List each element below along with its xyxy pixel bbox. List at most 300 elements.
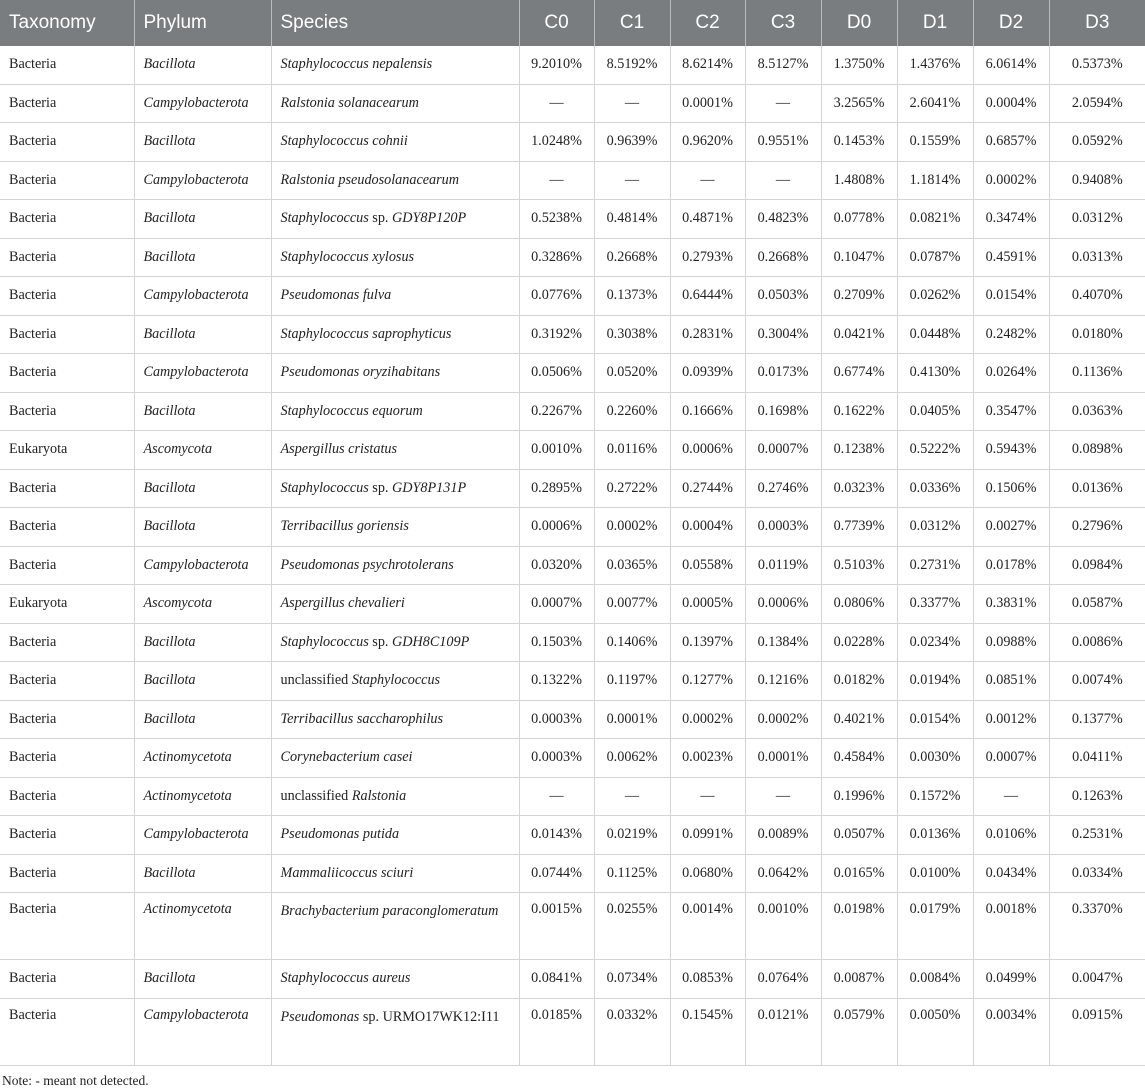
table-row — [0, 392, 1145, 431]
cell-value-c2: 0.9620% — [670, 123, 745, 162]
species-name-part: Aspergillus chevalieri — [280, 595, 405, 612]
cell-species — [271, 238, 519, 277]
cell-species — [271, 161, 519, 200]
cell-value-d0: 0.0579% — [821, 998, 897, 1065]
species-name-part: GDY8P131P — [392, 479, 467, 496]
cell-species — [271, 998, 519, 1065]
cell-value-c0: — — [519, 84, 594, 123]
species-name-part: Ralstonia pseudosolanacearum — [280, 171, 460, 188]
cell-value-d3: 0.0312% — [1049, 200, 1145, 239]
cell-value-c1: 0.0062% — [594, 739, 670, 778]
cell-value-c2: 0.4871% — [670, 200, 745, 239]
cell-value-c3: 0.0006% — [745, 585, 821, 624]
cell-phylum: Bacillota — [134, 960, 271, 999]
cell-value-c3: 0.2668% — [745, 238, 821, 277]
cell-value-d3: 0.1377% — [1049, 700, 1145, 739]
cell-taxonomy: Bacteria — [0, 469, 134, 508]
cell-value-d1: 0.0154% — [897, 700, 973, 739]
cell-value-d3: 0.0136% — [1049, 469, 1145, 508]
table-row — [0, 469, 1145, 508]
cell-taxonomy: Bacteria — [0, 739, 134, 778]
cell-value-c1: 0.0365% — [594, 546, 670, 585]
species-name-part: Pseudomonas — [280, 1008, 360, 1025]
cell-value-d2: 0.6857% — [973, 123, 1049, 162]
cell-value-c1: 0.0734% — [594, 960, 670, 999]
cell-phylum: Actinomycetota — [134, 777, 271, 816]
cell-value-c1: 0.0002% — [594, 508, 670, 547]
cell-taxonomy: Eukaryota — [0, 431, 134, 470]
cell-value-c3: 0.0089% — [745, 816, 821, 855]
cell-value-c1: 0.2260% — [594, 392, 670, 431]
cell-taxonomy: Bacteria — [0, 46, 134, 84]
cell-value-c0: 0.2267% — [519, 392, 594, 431]
cell-value-d1: 1.4376% — [897, 46, 973, 84]
cell-species — [271, 315, 519, 354]
cell-value-c1: 0.4814% — [594, 200, 670, 239]
species-name-part: Staphylococcus equorum — [280, 402, 423, 419]
cell-value-d1: 0.0312% — [897, 508, 973, 547]
cell-species — [271, 469, 519, 508]
cell-value-d3: 0.0086% — [1049, 623, 1145, 662]
cell-value-d0: 0.4021% — [821, 700, 897, 739]
cell-value-c0: 0.3192% — [519, 315, 594, 354]
cell-species — [271, 623, 519, 662]
cell-value-d0: 3.2565% — [821, 84, 897, 123]
cell-value-d0: 0.2709% — [821, 277, 897, 316]
cell-value-c0: 0.0007% — [519, 585, 594, 624]
table-row — [0, 238, 1145, 277]
cell-value-d2: 0.5943% — [973, 431, 1049, 470]
cell-value-c2: 0.2744% — [670, 469, 745, 508]
cell-value-d0: 0.0228% — [821, 623, 897, 662]
cell-value-d1: 0.0336% — [897, 469, 973, 508]
species-name-part: GDY8P120P — [392, 210, 467, 227]
cell-phylum: Campylobacterota — [134, 998, 271, 1065]
cell-value-d2: 0.0154% — [973, 277, 1049, 316]
cell-species — [271, 508, 519, 547]
cell-phylum: Campylobacterota — [134, 816, 271, 855]
cell-value-c1: 0.1125% — [594, 854, 670, 893]
cell-phylum: Bacillota — [134, 123, 271, 162]
cell-value-c0: 0.0744% — [519, 854, 594, 893]
cell-taxonomy: Bacteria — [0, 200, 134, 239]
cell-value-c0: 0.0010% — [519, 431, 594, 470]
cell-value-c1: 0.0001% — [594, 700, 670, 739]
cell-value-c0: 0.0320% — [519, 546, 594, 585]
cell-value-d2: 0.0264% — [973, 354, 1049, 393]
table-row — [0, 84, 1145, 123]
cell-value-c0: 0.0006% — [519, 508, 594, 547]
cell-value-c1: 0.2668% — [594, 238, 670, 277]
cell-value-d3: 0.2531% — [1049, 816, 1145, 855]
cell-value-d1: 0.0234% — [897, 623, 973, 662]
cell-species — [271, 277, 519, 316]
cell-value-c3: 0.0007% — [745, 431, 821, 470]
cell-species — [271, 46, 519, 84]
table-row — [0, 854, 1145, 893]
cell-value-c2: 0.1545% — [670, 998, 745, 1065]
cell-taxonomy: Bacteria — [0, 238, 134, 277]
cell-value-d1: 0.0405% — [897, 392, 973, 431]
cell-value-d3: 0.0334% — [1049, 854, 1145, 893]
cell-value-d0: 0.6774% — [821, 354, 897, 393]
cell-value-d3: 0.0047% — [1049, 960, 1145, 999]
cell-value-c1: 0.0219% — [594, 816, 670, 855]
species-name-part: sp. — [368, 633, 393, 650]
cell-value-c0: 0.0185% — [519, 998, 594, 1065]
cell-value-c2: 0.0014% — [670, 893, 745, 960]
cell-value-c2: 8.6214% — [670, 46, 745, 84]
cell-value-d1: 0.0100% — [897, 854, 973, 893]
cell-value-c2: 0.6444% — [670, 277, 745, 316]
cell-value-c3: 0.0764% — [745, 960, 821, 999]
cell-phylum: Bacillota — [134, 46, 271, 84]
cell-species — [271, 960, 519, 999]
cell-value-c3: 0.3004% — [745, 315, 821, 354]
species-name-part: Pseudomonas putida — [280, 826, 400, 843]
cell-phylum: Bacillota — [134, 623, 271, 662]
table-row — [0, 700, 1145, 739]
cell-species — [271, 662, 519, 701]
cell-value-c0: 0.1322% — [519, 662, 594, 701]
cell-species — [271, 84, 519, 123]
species-name-part: Brachybacterium paraconglomeratum — [280, 903, 499, 919]
table-row — [0, 998, 1145, 1065]
cell-species — [271, 200, 519, 239]
cell-value-d3: 0.0587% — [1049, 585, 1145, 624]
cell-phylum: Bacillota — [134, 238, 271, 277]
species-name-part: Staphylococcus — [280, 210, 369, 227]
species-name-part: Staphylococcus — [280, 633, 369, 650]
cell-value-d2: 0.0499% — [973, 960, 1049, 999]
cell-value-c0: 0.0506% — [519, 354, 594, 393]
species-name-part: Ralstonia solanacearum — [280, 94, 419, 111]
cell-value-d2: 0.3547% — [973, 392, 1049, 431]
species-name-part: Staphylococcus aureus — [280, 970, 411, 987]
cell-phylum: Campylobacterota — [134, 84, 271, 123]
cell-taxonomy: Bacteria — [0, 960, 134, 999]
cell-value-c2: 0.0005% — [670, 585, 745, 624]
cell-value-c1: 0.0255% — [594, 893, 670, 960]
cell-value-d3: 0.0363% — [1049, 392, 1145, 431]
cell-taxonomy: Bacteria — [0, 700, 134, 739]
cell-value-c2: 0.0001% — [670, 84, 745, 123]
species-name-part: Staphylococcus cohnii — [280, 133, 408, 150]
cell-value-d3: 0.0592% — [1049, 123, 1145, 162]
cell-species — [271, 546, 519, 585]
cell-value-c0: 0.3286% — [519, 238, 594, 277]
species-name-part: Staphylococcus nepalensis — [280, 56, 433, 73]
cell-value-c2: 0.0002% — [670, 700, 745, 739]
cell-value-d3: 0.0898% — [1049, 431, 1145, 470]
cell-value-c3: — — [745, 161, 821, 200]
cell-value-c2: 0.2831% — [670, 315, 745, 354]
species-name-part: Ralstonia — [351, 787, 407, 804]
cell-value-c3: 0.0503% — [745, 277, 821, 316]
cell-species — [271, 431, 519, 470]
species-name-part: Staphylococcus — [280, 479, 369, 496]
cell-value-c0: 0.0015% — [519, 893, 594, 960]
cell-phylum: Bacillota — [134, 700, 271, 739]
cell-value-d1: 0.0194% — [897, 662, 973, 701]
species-name-part: Corynebacterium casei — [280, 749, 413, 766]
cell-taxonomy: Bacteria — [0, 277, 134, 316]
cell-value-d0: 0.5103% — [821, 546, 897, 585]
cell-value-c0: 1.0248% — [519, 123, 594, 162]
cell-value-c2: 0.2793% — [670, 238, 745, 277]
table-row — [0, 277, 1145, 316]
cell-value-d2: 0.1506% — [973, 469, 1049, 508]
table-row — [0, 623, 1145, 662]
cell-value-c1: 0.9639% — [594, 123, 670, 162]
cell-value-d0: 0.4584% — [821, 739, 897, 778]
col-header-c1: C1 — [594, 0, 670, 46]
table-row — [0, 200, 1145, 239]
cell-value-d0: 0.1622% — [821, 392, 897, 431]
cell-phylum: Bacillota — [134, 662, 271, 701]
cell-value-d2: 0.0178% — [973, 546, 1049, 585]
cell-value-d2: 0.0988% — [973, 623, 1049, 662]
cell-value-d1: 0.0448% — [897, 315, 973, 354]
cell-value-c0: 0.1503% — [519, 623, 594, 662]
cell-value-c2: 0.0006% — [670, 431, 745, 470]
species-name-part: Mammaliicoccus sciuri — [280, 864, 414, 881]
cell-phylum: Actinomycetota — [134, 739, 271, 778]
cell-value-c3: 0.1698% — [745, 392, 821, 431]
cell-value-c2: 0.0991% — [670, 816, 745, 855]
cell-value-d3: 0.3370% — [1049, 893, 1145, 960]
table-row — [0, 161, 1145, 200]
cell-taxonomy: Bacteria — [0, 816, 134, 855]
cell-value-d3: 0.5373% — [1049, 46, 1145, 84]
col-header-taxonomy: Taxonomy — [0, 0, 134, 46]
cell-value-c1: 8.5192% — [594, 46, 670, 84]
cell-taxonomy: Bacteria — [0, 161, 134, 200]
cell-value-d1: 0.0050% — [897, 998, 973, 1065]
cell-value-d1: 2.6041% — [897, 84, 973, 123]
cell-value-c2: 0.1277% — [670, 662, 745, 701]
cell-value-d3: 0.4070% — [1049, 277, 1145, 316]
cell-value-c3: 0.0121% — [745, 998, 821, 1065]
cell-value-c2: — — [670, 777, 745, 816]
cell-value-c1: 0.0077% — [594, 585, 670, 624]
cell-value-d0: 0.7739% — [821, 508, 897, 547]
cell-value-c1: 0.1197% — [594, 662, 670, 701]
table-row — [0, 546, 1145, 585]
cell-value-d1: 0.0084% — [897, 960, 973, 999]
cell-species — [271, 739, 519, 778]
cell-value-d0: 1.3750% — [821, 46, 897, 84]
cell-value-c3: 0.0002% — [745, 700, 821, 739]
species-name-part: Staphylococcus xylosus — [280, 248, 415, 265]
cell-taxonomy: Bacteria — [0, 315, 134, 354]
cell-value-c1: 0.2722% — [594, 469, 670, 508]
cell-value-c0: 0.2895% — [519, 469, 594, 508]
cell-phylum: Ascomycota — [134, 585, 271, 624]
cell-value-d1: 0.5222% — [897, 431, 973, 470]
table-row — [0, 354, 1145, 393]
cell-species — [271, 392, 519, 431]
cell-value-c0: 0.0003% — [519, 739, 594, 778]
cell-phylum: Bacillota — [134, 854, 271, 893]
cell-value-d1: 0.2731% — [897, 546, 973, 585]
cell-value-c1: 0.3038% — [594, 315, 670, 354]
species-name-part: Staphylococcus — [351, 672, 441, 689]
cell-value-c0: — — [519, 161, 594, 200]
cell-value-c0: — — [519, 777, 594, 816]
cell-value-d3: 0.0180% — [1049, 315, 1145, 354]
table-row — [0, 585, 1145, 624]
species-name-part: sp. — [368, 479, 393, 496]
cell-value-c0: 0.0776% — [519, 277, 594, 316]
col-header-d2: D2 — [973, 0, 1049, 46]
table-row — [0, 777, 1145, 816]
species-name-part: GDH8C109P — [392, 633, 470, 650]
cell-species — [271, 123, 519, 162]
cell-value-c3: 0.0642% — [745, 854, 821, 893]
cell-value-d3: 2.0594% — [1049, 84, 1145, 123]
species-name-part: sp. URMO17WK12:I11 — [359, 1008, 500, 1025]
col-header-d1: D1 — [897, 0, 973, 46]
cell-taxonomy: Eukaryota — [0, 585, 134, 624]
table-row — [0, 739, 1145, 778]
species-name-part: Terribacillus saccharophilus — [280, 710, 444, 727]
col-header-c3: C3 — [745, 0, 821, 46]
cell-value-d2: 0.0002% — [973, 161, 1049, 200]
cell-species — [271, 585, 519, 624]
cell-phylum: Bacillota — [134, 508, 271, 547]
cell-value-d3: 0.0915% — [1049, 998, 1145, 1065]
species-name-part: unclassified — [280, 672, 352, 689]
cell-taxonomy: Bacteria — [0, 508, 134, 547]
cell-phylum: Bacillota — [134, 200, 271, 239]
cell-value-d0: 0.0421% — [821, 315, 897, 354]
cell-value-c1: 0.0116% — [594, 431, 670, 470]
cell-value-d2: 6.0614% — [973, 46, 1049, 84]
species-name-part: Pseudomonas oryzihabitans — [280, 364, 441, 381]
cell-taxonomy: Bacteria — [0, 998, 134, 1065]
species-name-part: Staphylococcus saprophyticus — [280, 325, 452, 342]
cell-value-c3: 0.0173% — [745, 354, 821, 393]
cell-value-d0: 0.0323% — [821, 469, 897, 508]
table-row — [0, 662, 1145, 701]
cell-value-c1: 0.1373% — [594, 277, 670, 316]
cell-value-c2: 0.0558% — [670, 546, 745, 585]
cell-species — [271, 854, 519, 893]
table-row — [0, 960, 1145, 999]
table-body — [0, 46, 1145, 1065]
cell-value-d0: 0.0087% — [821, 960, 897, 999]
cell-value-d3: 0.0984% — [1049, 546, 1145, 585]
table-row — [0, 893, 1145, 960]
cell-value-d0: 0.1996% — [821, 777, 897, 816]
table-note: Note: - meant not detected. — [2, 1072, 149, 1088]
cell-value-d2: 0.2482% — [973, 315, 1049, 354]
cell-value-d1: 0.1572% — [897, 777, 973, 816]
header-row — [0, 0, 1145, 46]
cell-value-d3: 0.1263% — [1049, 777, 1145, 816]
cell-value-d2: 0.0012% — [973, 700, 1049, 739]
cell-value-c3: 0.9551% — [745, 123, 821, 162]
cell-taxonomy: Bacteria — [0, 392, 134, 431]
cell-value-d2: 0.0027% — [973, 508, 1049, 547]
cell-value-c0: 9.2010% — [519, 46, 594, 84]
cell-value-c2: 0.1666% — [670, 392, 745, 431]
cell-value-d0: 0.0806% — [821, 585, 897, 624]
cell-value-c0: 0.0143% — [519, 816, 594, 855]
cell-value-d2: 0.0007% — [973, 739, 1049, 778]
species-name-part: Terribacillus goriensis — [280, 518, 409, 535]
cell-value-d3: 0.9408% — [1049, 161, 1145, 200]
cell-value-d2: — — [973, 777, 1049, 816]
cell-value-d1: 0.0821% — [897, 200, 973, 239]
cell-value-d1: 0.0262% — [897, 277, 973, 316]
cell-value-d1: 0.1559% — [897, 123, 973, 162]
cell-value-d2: 0.0851% — [973, 662, 1049, 701]
cell-value-d0: 0.0165% — [821, 854, 897, 893]
cell-value-c3: 8.5127% — [745, 46, 821, 84]
cell-value-c2: 0.0680% — [670, 854, 745, 893]
col-header-c0: C0 — [519, 0, 594, 46]
cell-value-c3: 0.0003% — [745, 508, 821, 547]
cell-value-c1: 0.1406% — [594, 623, 670, 662]
col-header-species: Species — [271, 0, 519, 46]
species-name-part: Pseudomonas fulva — [280, 287, 392, 304]
cell-value-c3: — — [745, 777, 821, 816]
table-row — [0, 315, 1145, 354]
cell-value-d3: 0.1136% — [1049, 354, 1145, 393]
cell-taxonomy: Bacteria — [0, 623, 134, 662]
cell-phylum: Bacillota — [134, 315, 271, 354]
species-name-part: sp. — [368, 210, 393, 227]
cell-taxonomy: Bacteria — [0, 546, 134, 585]
cell-value-c3: 0.1216% — [745, 662, 821, 701]
cell-value-d0: 0.0198% — [821, 893, 897, 960]
cell-value-d1: 0.0179% — [897, 893, 973, 960]
cell-value-c3: 0.0001% — [745, 739, 821, 778]
cell-value-c2: 0.0023% — [670, 739, 745, 778]
cell-taxonomy: Bacteria — [0, 123, 134, 162]
species-name-part: Pseudomonas psychrotolerans — [280, 556, 454, 573]
cell-species — [271, 700, 519, 739]
cell-value-d2: 0.0106% — [973, 816, 1049, 855]
cell-value-d2: 0.3474% — [973, 200, 1049, 239]
cell-species — [271, 893, 519, 960]
cell-phylum: Bacillota — [134, 392, 271, 431]
cell-value-d1: 0.3377% — [897, 585, 973, 624]
cell-value-c2: 0.1397% — [670, 623, 745, 662]
cell-value-d2: 0.0034% — [973, 998, 1049, 1065]
col-header-c2: C2 — [670, 0, 745, 46]
cell-value-d2: 0.0434% — [973, 854, 1049, 893]
table-row — [0, 508, 1145, 547]
cell-value-d0: 0.0182% — [821, 662, 897, 701]
cell-value-d0: 0.0778% — [821, 200, 897, 239]
col-header-d0: D0 — [821, 0, 897, 46]
cell-taxonomy: Bacteria — [0, 854, 134, 893]
cell-value-d0: 0.1047% — [821, 238, 897, 277]
cell-value-c3: 0.2746% — [745, 469, 821, 508]
cell-value-c3: 0.4823% — [745, 200, 821, 239]
cell-value-d0: 1.4808% — [821, 161, 897, 200]
cell-taxonomy: Bacteria — [0, 893, 134, 960]
cell-species — [271, 354, 519, 393]
cell-value-d3: 0.2796% — [1049, 508, 1145, 547]
cell-taxonomy: Bacteria — [0, 84, 134, 123]
cell-taxonomy: Bacteria — [0, 777, 134, 816]
cell-value-d1: 0.4130% — [897, 354, 973, 393]
cell-value-c3: 0.0119% — [745, 546, 821, 585]
